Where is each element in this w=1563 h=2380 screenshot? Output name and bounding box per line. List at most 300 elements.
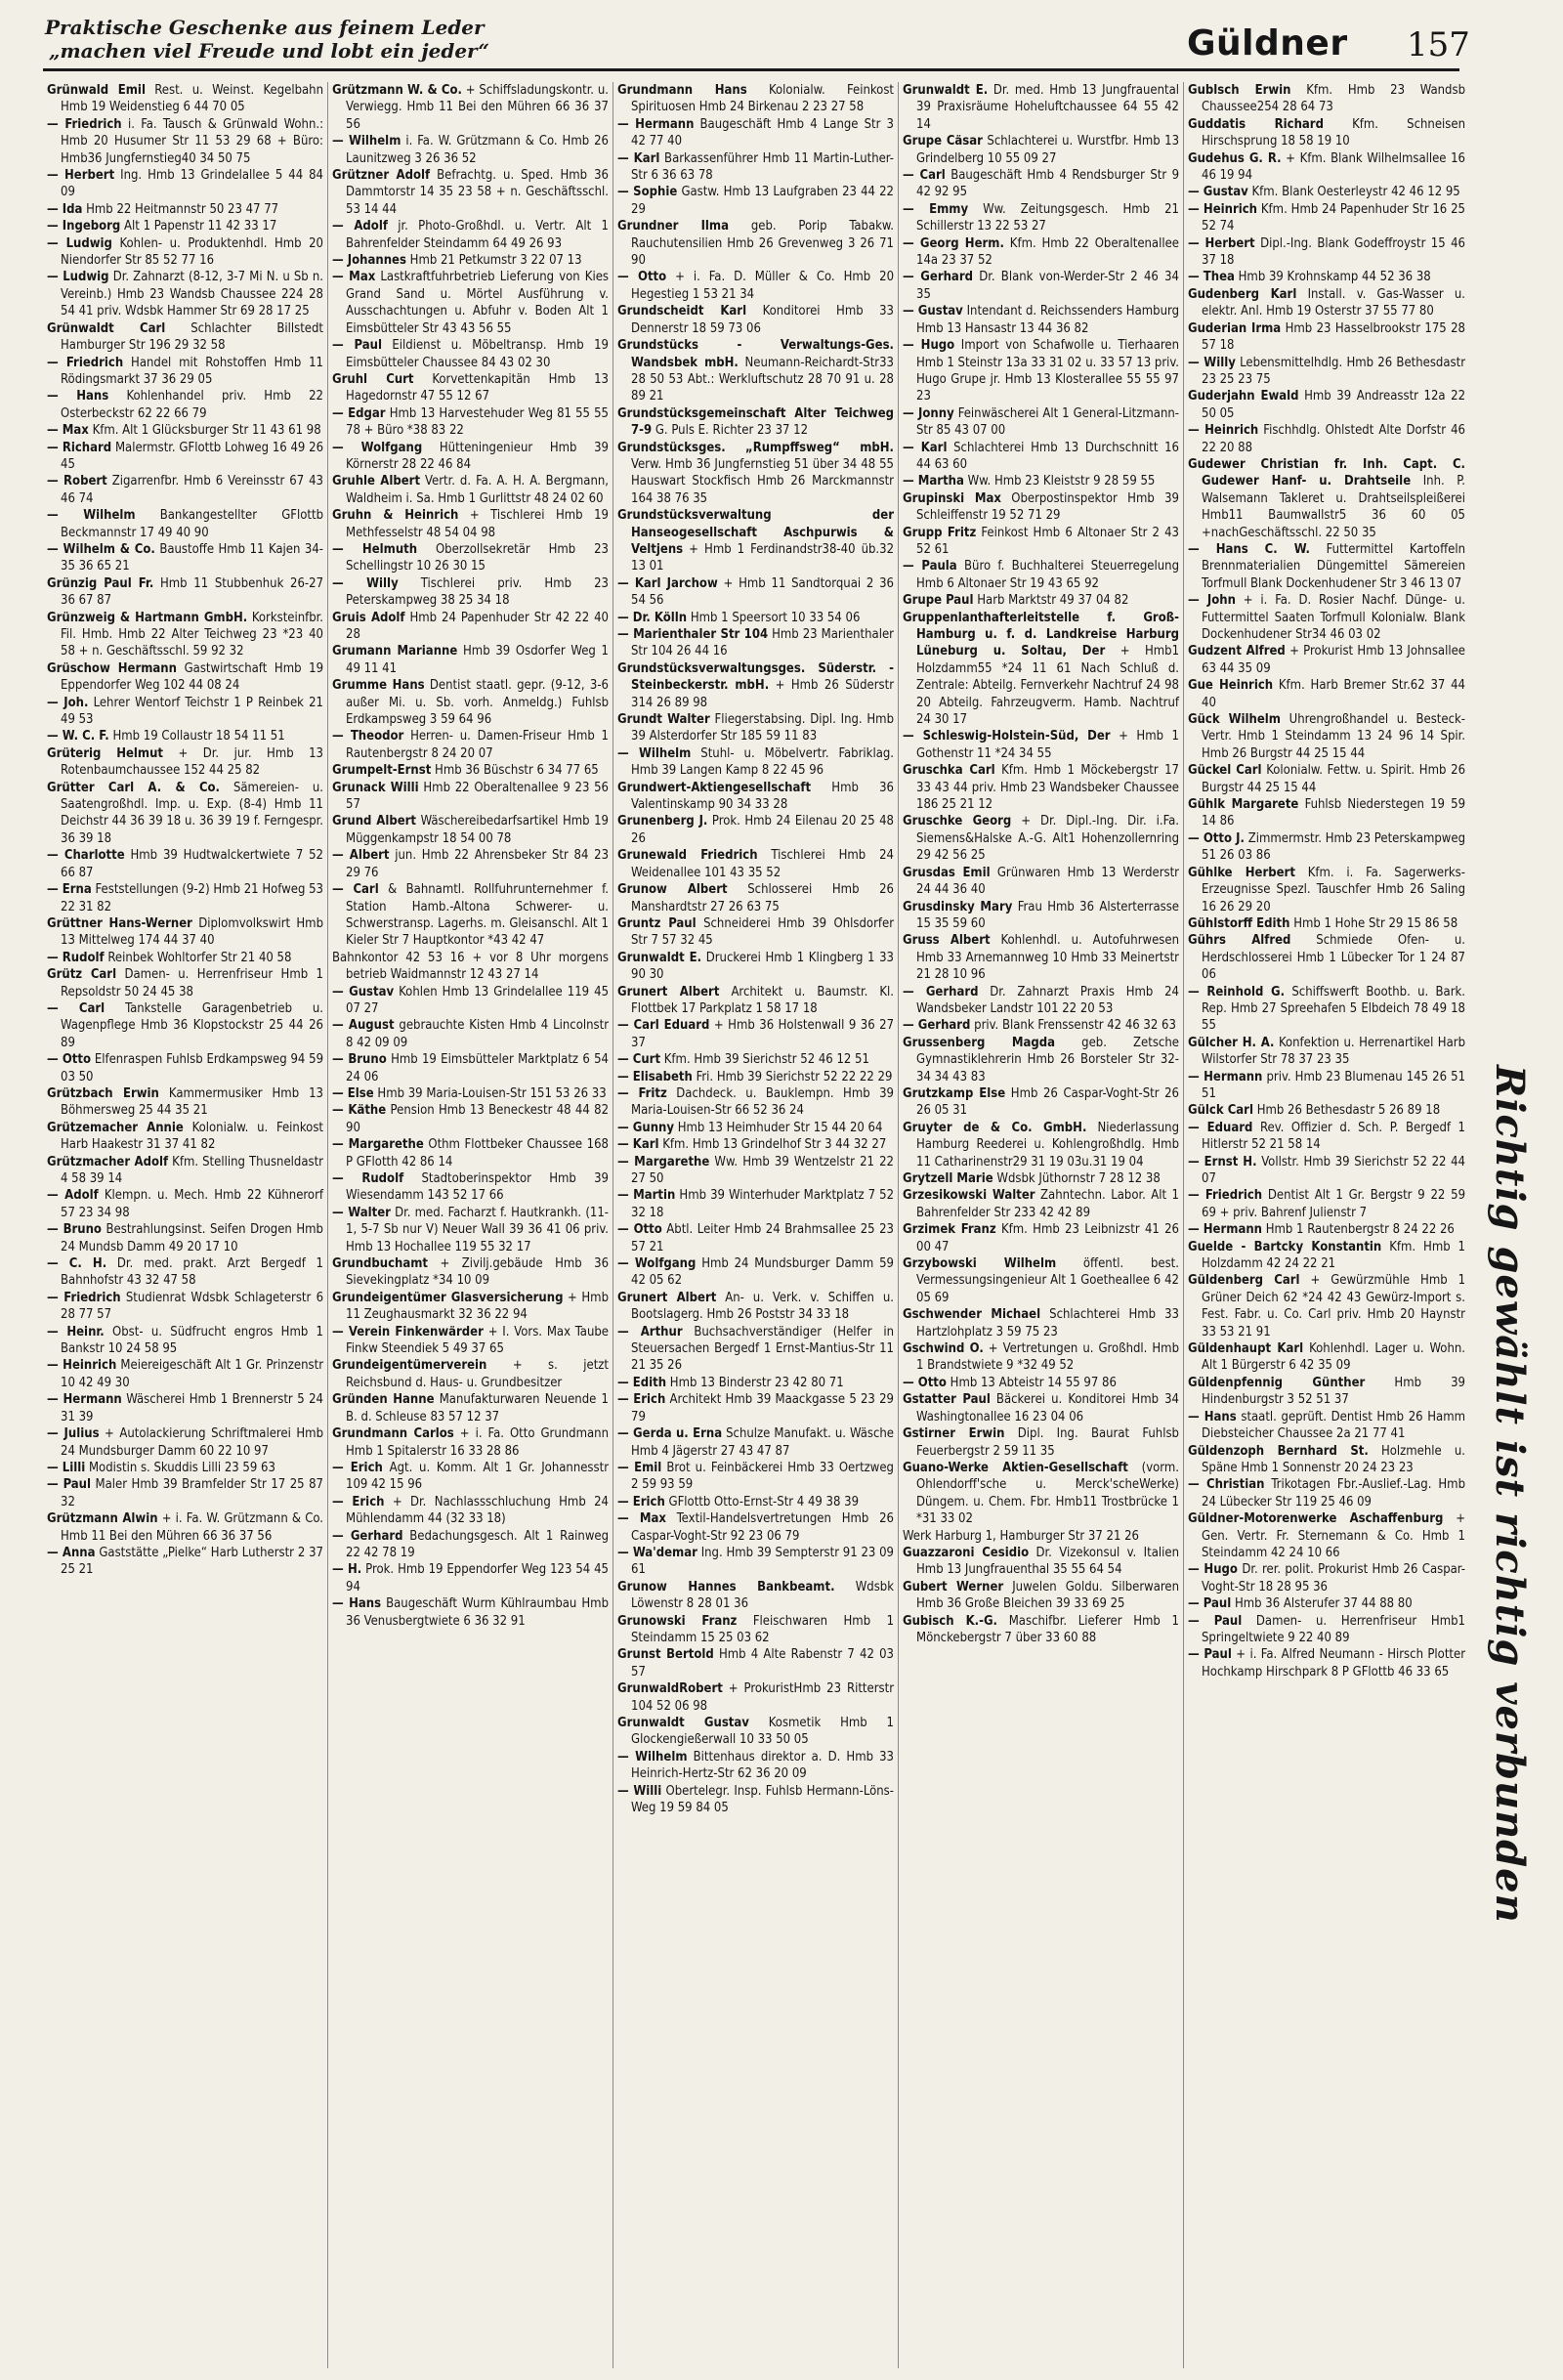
entry-details: Feinwäscherei Alt 1 General-Litzmann-Str 85 43 07 00 (916, 405, 1180, 439)
entry-details: Ww. Zeitungsgesch. Hmb 21 Schillerstr 13 22 53 27 (916, 201, 1179, 234)
directory-entry (617, 1545, 894, 1579)
directory-column-1 (43, 82, 328, 2368)
directory-entry (332, 1460, 609, 1494)
entry-name: — Gustav (1188, 185, 1248, 200)
entry-name: Grunwaldt Gustav (617, 1716, 749, 1730)
entry-details: Alt 1 Papenstr 11 42 33 17 (124, 219, 277, 234)
entry-name: Gruppenlanthafterleitstelle f. Groß-Hamburg u. f. d. Landkreise Harburg Lüneburg u. Soltau, Der (903, 610, 1179, 659)
entry-name: — Bruno (47, 1222, 102, 1238)
entry-details: + Hmb 36 Holstenwall 9 36 27 37 (631, 1018, 895, 1050)
entry-details: Hmb 4 Alte Rabenstr 7 42 03 57 (631, 1647, 894, 1679)
directory-column-2 (328, 82, 613, 2368)
entry-name: — Lilli (47, 1460, 86, 1475)
entry-name: Grutzkamp Else (903, 1085, 1006, 1101)
entry-details: Futtermittel Kartoffeln Brennmaterialien Düngemittel Sämereien Torfmull Blank Dockenhudener Str 3 46 13 07 (1202, 541, 1465, 591)
entry-name: — Elisabeth (617, 1069, 693, 1084)
entry-details: Baugeschäft Hmb 4 Lange Str 3 42 77 40 (631, 116, 894, 149)
directory-entry (47, 116, 323, 167)
entry-name: — Otto J. (1188, 830, 1245, 846)
entry-name: — Carl (332, 882, 379, 898)
entry-details: Architekt u. Baumstr. Kl. Flottbek 17 Parkplatz 1 58 17 18 (631, 984, 894, 1016)
entry-details: gebrauchte Kisten Hmb 4 Lincolnstr 8 42 09 09 (346, 1018, 609, 1050)
entry-name: Gülcher H. A. (1188, 1035, 1275, 1050)
entry-details: Schlachterei Hmb 33 Hartzlohplatz 3 59 75 23 (916, 1307, 1179, 1339)
entry-details: Ing. Hmb 39 Sempterstr 91 23 09 61 (631, 1545, 894, 1578)
entry-details: Kohlen- u. Produktenhdl. Hmb 20 Niendorfer Str 85 52 77 16 (61, 235, 323, 269)
directory-entry (1188, 1443, 1465, 1477)
entry-name: — Adolf (47, 1188, 99, 1204)
entry-details: jr. Photo-Großhdl. u. Vertr. Alt 1 Bahrenfelder Steindamm 64 49 26 93 (346, 219, 609, 251)
entry-name: — Martin (617, 1188, 676, 1204)
directory-entry (332, 728, 609, 762)
entry-details: Harb Marktstr 49 37 04 82 (977, 593, 1129, 609)
entry-details: Wäscherei Hmb 1 Brennerstr 5 24 31 39 (61, 1392, 323, 1424)
entry-name: Grützmann Alwin (47, 1511, 158, 1527)
entry-details: Kfm. Blank Oesterleystr 42 46 12 95 (1251, 185, 1460, 200)
entry-details: An- u. Verk. v. Schiffen u. Bootslagerg. Hmb 26 Poststr 34 33 18 (631, 1290, 894, 1323)
entry-details: GFlottb Otto-Ernst-Str 4 49 38 39 (668, 1494, 860, 1509)
entry-name: — Edgar (332, 405, 386, 421)
entry-name: — Wilhelm (617, 745, 692, 761)
entry-name: — Rudolf (332, 1171, 404, 1186)
entry-details: Abtl. Leiter Hmb 24 Brahmsallee 25 23 57 21 (631, 1222, 894, 1254)
entry-name: Grundner Ilma (617, 219, 730, 234)
directory-entry (617, 1375, 894, 1391)
directory-entry (332, 405, 609, 440)
entry-name: — Heinr. (47, 1324, 105, 1339)
entry-details: Grünwaren Hmb 13 Werderstr 24 44 36 40 (916, 865, 1179, 898)
entry-details: Hmb 39 Hindenburgstr 3 52 51 37 (1202, 1375, 1465, 1408)
entry-details: Hmb 39 Winterhuder Marktplatz 7 52 32 18 (631, 1188, 895, 1220)
entry-name: — Arthur (617, 1324, 683, 1339)
entry-details: Buchsachverständiger (Helfer in Steuersachen Bergedf 1 Ernst-Mantius-Str 11 21 35 26 (631, 1324, 895, 1374)
directory-entry (903, 813, 1179, 864)
directory-entry (47, 1460, 323, 1476)
entry-details: Hmb 39 Maria-Louisen-Str 151 53 26 33 (377, 1085, 607, 1101)
directory-entry (617, 1324, 894, 1375)
directory-entry (332, 82, 609, 133)
slogan-line-2: „machen viel Freude und lobt ein jeder“ (49, 39, 489, 63)
entry-details: Maler Hmb 39 Bramfelder Str 17 25 87 32 (61, 1477, 323, 1509)
entry-details: Architekt Hmb 39 Maackgasse 5 23 29 79 (631, 1392, 894, 1424)
entry-name: Grundstücksverwaltungsges. Süderstr. - Steinbeckerstr. mbH. (617, 660, 894, 694)
directory-entry (1188, 1187, 1465, 1221)
entry-details: Baustoffe Hmb 11 Kajen 34-35 36 65 21 (61, 541, 323, 574)
directory-entry (1188, 422, 1465, 456)
directory-entry (47, 1051, 323, 1085)
entry-name: — Käthe (332, 1103, 387, 1119)
directory-entry (1188, 984, 1465, 1035)
entry-name: Grunert Albert (617, 984, 720, 999)
directory-entry (47, 355, 323, 389)
directory-entry (903, 82, 1179, 133)
entry-name: Gublsch Erwin (1188, 83, 1291, 98)
entry-details: Dr. med. prakt. Arzt Bergedf 1 Bahnhofstr 43 32 47 58 (61, 1256, 323, 1289)
directory-entry (903, 1528, 1179, 1545)
running-head-word: Güldner (1187, 23, 1348, 64)
entry-name: — Thea (1188, 270, 1235, 285)
entry-name: — Heinrich (47, 1358, 117, 1374)
entry-details: Korksteinfbr. Fil. Hmb. Hmb 22 Alter Teichweg 23 *23 40 58 + n. Geschäftsschl. 59 92 32 (61, 610, 324, 659)
entry-details: Fuhlsb Niederstegen 19 59 14 86 (1202, 797, 1466, 829)
directory-entry (47, 950, 323, 966)
entry-name: Guazzaroni Cesidio (903, 1545, 1030, 1560)
entry-name: Guderjahn Ewald (1188, 389, 1299, 404)
entry-details: Neumann-Reichardt-Str33 28 50 53 Abt.: Werkluftschutz 28 70 91 u. 28 89 21 (631, 355, 894, 404)
directory-entry (47, 1357, 323, 1391)
directory-entry (1188, 592, 1465, 643)
entry-details: Dr. Blank von-Werder-Str 2 46 34 35 (916, 270, 1179, 302)
directory-entry (617, 1460, 894, 1494)
entry-details: Kosmetik Hmb 1 Glockengießerwall 10 33 50 05 (631, 1716, 894, 1748)
directory-entry (617, 1680, 894, 1715)
entry-name: Grünwald Emil (47, 83, 146, 98)
entry-details: Malermstr. GFlottb Lohweg 16 49 26 45 (61, 440, 324, 472)
entry-details: Fleischwaren Hmb 1 Steindamm 15 25 03 62 (631, 1613, 895, 1645)
entry-details: Fliegerstabsing. Dipl. Ing. Hmb 39 Alsterdorfer Str 185 59 11 83 (631, 712, 895, 744)
directory-entry (332, 1528, 609, 1562)
entry-details: Niederlassung Hamburg Reederei u. Kohlengroßhdlg. Hmb 11 Catharinenstr29 31 19 03u.31 19 04 (916, 1120, 1179, 1169)
entry-name: Gruyter de & Co. GmbH. (903, 1120, 1087, 1135)
entry-name: — Marienthaler Str 104 (617, 627, 769, 642)
entry-details: Hmb 26 Caspar-Voght-Str 26 26 05 31 (916, 1085, 1180, 1119)
directory-entry (617, 1187, 894, 1221)
directory-entry (332, 780, 609, 814)
entry-name: Gühlk Margarete (1188, 797, 1299, 813)
entry-name: Grundscheidt Karl (617, 304, 747, 319)
entry-details: Kolonialw. u. Feinkost Harb Haakestr 31 37 41 82 (61, 1120, 323, 1153)
entry-details: i. Fa. Tausch & Grünwald Wohn.: Hmb 20 Husumer Str 11 53 29 68 + Büro: Hmb36 Jungfernstieg40 34 50 75 (61, 116, 324, 166)
entry-name: — Robert (47, 474, 107, 489)
entry-details: + Vertretungen u. Großhdl. Hmb 1 Brandstwiete 9 *32 49 52 (916, 1341, 1179, 1374)
entry-name: — Edith (617, 1375, 667, 1390)
entry-name: Gückel Carl (1188, 763, 1262, 779)
entry-details: Intendant d. Reichssenders Hamburg Hmb 13 Hansastr 13 44 36 82 (916, 304, 1179, 336)
entry-details: Lehrer Wentorf Teichstr 1 P Reinbek 21 49 53 (61, 695, 323, 728)
directory-entry (47, 745, 323, 780)
entry-details: Trikotagen Fbr.-Auslief.-Lag. Hmb 24 Lübecker Str 119 25 46 09 (1202, 1477, 1466, 1509)
entry-name: — Gustav (903, 304, 963, 319)
entry-name: — Hans (332, 1596, 382, 1612)
directory-entry (47, 575, 323, 610)
entry-details: Feststellungen (9-2) Hmb 21 Hofweg 53 22 31 82 (61, 882, 323, 914)
entry-name: — Carl (903, 168, 946, 184)
entry-name: — Christian (1188, 1477, 1265, 1493)
entry-name: — Bruno (332, 1052, 387, 1068)
entry-name: — Charlotte (47, 848, 125, 864)
directory-entry (617, 1120, 894, 1136)
entry-details: Hmb 22 Oberaltenallee 9 23 56 57 (346, 780, 610, 813)
entry-name: — Paula (903, 559, 957, 574)
entry-name: — Else (332, 1085, 374, 1101)
directory-entry (903, 133, 1179, 167)
entry-details: Stadtoberinspektor Hmb 39 Wiesendamm 143 52 17 66 (346, 1171, 609, 1204)
directory-entry (617, 303, 894, 337)
directory-entry (1188, 1409, 1465, 1443)
directory-entry (903, 405, 1179, 440)
entry-details: + Prokurist Hmb 13 Johnsallee 63 44 35 09 (1202, 644, 1465, 676)
entry-details: Herren- u. Damen-Friseur Hmb 1 Rautenbergstr 8 24 20 07 (346, 729, 609, 761)
directory-entry (903, 1306, 1179, 1340)
entry-details: Oberzollsekretär Hmb 23 Schellingstr 10 26 30 15 (346, 541, 609, 574)
entry-details: Gastw. Hmb 13 Laufgraben 23 44 22 29 (631, 185, 894, 217)
directory-entry (47, 966, 323, 1000)
entry-details: Schulze Manufakt. u. Wäsche Hmb 4 Jägerstr 27 43 47 87 (631, 1426, 894, 1459)
entry-details: Hmb 23 Hasselbrookstr 175 28 57 18 (1202, 320, 1465, 354)
entry-details: Hmb 21 Petkumstr 3 22 07 13 (409, 253, 582, 269)
entry-name: Grundstücksgemeinschaft Alter Teichweg 7-9 (617, 405, 894, 439)
directory-entry (617, 711, 894, 745)
entry-name: Grunowski Franz (617, 1613, 738, 1629)
entry-name: — Eduard (1188, 1120, 1253, 1135)
entry-name: Gruntz Paul (617, 915, 697, 931)
entry-details: Schneiderei Hmb 39 Ohlsdorfer Str 7 57 32 45 (631, 915, 894, 949)
entry-details: Meiereigeschäft Alt 1 Gr. Prinzenstr 10 42 49 30 (61, 1358, 323, 1390)
entry-name: Gubert Werner (903, 1579, 1004, 1594)
entry-details: Elfenraspen Fuhlsb Erdkampsweg 94 59 03 50 (61, 1052, 324, 1084)
directory-entry (47, 728, 323, 744)
directory-entry (903, 303, 1179, 337)
entry-name: Grusdas Emil (903, 865, 991, 880)
directory-entry (617, 1051, 894, 1068)
entry-details: Bestrahlungsinst. Seifen Drogen Hmb 24 Mundsb Damm 49 20 17 10 (61, 1222, 323, 1254)
entry-details: Hmb 36 Büschstr 6 34 77 65 (435, 763, 599, 779)
directory-entry (1188, 1375, 1465, 1409)
entry-details: Fischhdlg. Ohlstedt Alte Dorfstr 46 22 20 88 (1202, 423, 1466, 455)
entry-details: Obst- u. Südfrucht engros Hmb 1 Bankstr 10 24 58 95 (61, 1324, 323, 1357)
entry-name: Grupe Paul (903, 593, 974, 609)
directory-entry (903, 337, 1179, 405)
entry-name: — Willi (617, 1783, 662, 1799)
entry-details: Juwelen Goldu. Silberwaren Hmb 36 Große Bleichen 39 33 69 25 (916, 1579, 1179, 1612)
entry-details: staatl. geprüft. Dentist Hmb 26 Hamm Diebsteicher Chaussee 2a 21 77 41 (1202, 1409, 1465, 1442)
entry-name: Grund Albert (332, 814, 417, 829)
entry-name: Grützbach Erwin (47, 1085, 159, 1101)
entry-name: — Max (47, 423, 89, 439)
entry-details: Stuhl- u. Möbelvertr. Fabriklag. Hmb 39 Langen Kamp 8 22 45 96 (631, 745, 894, 779)
entry-details: (vorm. Ohlendorff'sche u. Merck'scheWerke) Düngem. u. Chem. Fbr. Hmb11 Trostbrücke 1 *31 33 02 (916, 1460, 1179, 1527)
entry-details: Tischlerei priv. Hmb 23 Peterskampweg 38 25 34 18 (346, 575, 609, 609)
directory-entry (47, 269, 323, 319)
entry-name: Grundeigentümerverein (332, 1358, 487, 1374)
entry-name: — Friedrich (47, 116, 122, 132)
entry-name: — Friedrich (47, 1290, 121, 1305)
entry-name: Grundeigentümer Glasversicherung (332, 1290, 564, 1305)
entry-name: Gruhle Albert (332, 474, 421, 489)
directory-entry (1188, 677, 1465, 711)
entry-name: — Paul (47, 1477, 92, 1493)
directory-entry (617, 1085, 894, 1120)
directory-entry (1188, 1154, 1465, 1188)
entry-name: Gruschka Carl (903, 763, 995, 779)
entry-details: Druckerei Hmb 1 Klingberg 1 33 90 30 (631, 950, 894, 983)
entry-details: Kammermusiker Hmb 13 Böhmersweg 25 44 35 21 (61, 1085, 323, 1119)
directory-entry (617, 626, 894, 660)
entry-details: Bäckerei u. Konditorei Hmb 34 Washingtonallee 16 23 04 06 (916, 1392, 1179, 1424)
entry-name: — Gerda u. Erna (617, 1426, 723, 1442)
entry-name: Grumpelt-Ernst (332, 763, 432, 779)
entry-name: Grütz Carl (47, 967, 117, 983)
entry-name: Grünzig Paul Fr. (47, 575, 154, 591)
entry-name: Grundstücksverwaltung der Hanseogesellschaft Aschpurwis & Veltjens (617, 508, 894, 557)
entry-name: Gschwind O. (903, 1341, 984, 1357)
entry-name: — Heinrich (1188, 201, 1258, 217)
entry-details: i. Fa. W. Grützmann & Co. Hmb 26 Launitzweg 3 26 36 52 (346, 134, 610, 166)
entry-name: — Richard (47, 440, 112, 455)
directory-entry (1188, 286, 1465, 320)
entry-details: Dr. rer. polit. Prokurist Hmb 26 Caspar-Voght-Str 18 28 95 36 (1202, 1562, 1466, 1594)
directory-entry (617, 1017, 894, 1051)
directory-entry (332, 1102, 609, 1136)
directory-entry (47, 388, 323, 422)
directory-entry (332, 1017, 609, 1051)
entry-details: Bankangestellter GFlottb Beckmannstr 17 49 40 90 (61, 508, 323, 540)
directory-entry (903, 490, 1179, 525)
directory-entry (332, 762, 609, 779)
entry-details: Hmb 23 Marienthaler Str 104 26 44 16 (631, 627, 894, 659)
entry-details: + i. Fa. Alfred Neumann - Hirsch Plotter Hochkamp Hirschpark 8 P GFlottb 46 33 65 (1202, 1647, 1466, 1679)
directory-entry (617, 1715, 894, 1749)
entry-details: Hmb 36 Alsterufer 37 44 88 80 (1234, 1596, 1413, 1612)
directory-entry (332, 1170, 609, 1205)
directory-entry (47, 218, 323, 234)
entry-name: Gudenberg Karl (1188, 286, 1297, 302)
entry-name: Grundstücksges. „Rumpffsweg“ mbH. (617, 440, 894, 455)
entry-name: — August (332, 1018, 395, 1034)
entry-details: priv. Blank Frenssenstr 42 46 32 63 (974, 1018, 1176, 1034)
entry-details: Schlachter Billstedt Hamburger Str 196 29 32 58 (61, 320, 323, 354)
directory-entry (903, 1187, 1179, 1221)
entry-name: Grundt Walter (617, 712, 710, 728)
directory-entry (332, 1136, 609, 1170)
entry-name: Grupinski Max (903, 490, 1001, 506)
entry-details: Studienrat Wdsbk Schlageterstr 6 28 77 57 (61, 1290, 324, 1323)
entry-name: — Verein Finkenwärder (332, 1324, 484, 1339)
entry-details: Kolonialw. Fettw. u. Spirit. Hmb 26 Burgstr 44 25 15 44 (1202, 763, 1466, 795)
entry-details: + Gen. Vertr. Fr. Sternemann & Co. Hmb 1 Steindamm 42 24 10 66 (1202, 1511, 1465, 1560)
entry-details: Brot u. Feinbäckerei Hmb 33 Oertzweg 2 59 93 59 (631, 1460, 894, 1493)
entry-name: — Anna (47, 1545, 96, 1560)
entry-name: — Emil (617, 1460, 662, 1475)
directory-entry (332, 575, 609, 610)
directory-entry (903, 728, 1179, 762)
directory-entry (1188, 184, 1465, 200)
directory-entry (1188, 1340, 1465, 1375)
entry-name: Grunwaldt E. (903, 83, 989, 98)
directory-entry (47, 473, 323, 507)
entry-name: — Wolfgang (332, 440, 423, 455)
entry-name: Grundmann Carlos (332, 1426, 454, 1442)
directory-entry (332, 677, 609, 728)
entry-details: Hmb 22 Heitmannstr 50 23 47 77 (86, 201, 279, 217)
header-rule (43, 68, 1459, 71)
entry-details: Rev. Offizier d. Sch. P. Bergedf 1 Hitlerstr 52 21 58 14 (1202, 1120, 1466, 1153)
entry-name: Gührs Alfred (1188, 933, 1291, 949)
directory-entry (332, 1324, 609, 1358)
entry-details: Dentist Alt 1 Gr. Bergstr 9 22 59 69 + priv. Bahrenf Julienstr 7 (1202, 1188, 1466, 1220)
entry-details: öffentl. best. Vermessungsingenieur Alt 1 Goetheallee 6 42 05 69 (916, 1256, 1179, 1305)
entry-name: Güldenzoph Bernhard St. (1188, 1443, 1369, 1459)
entry-details: + Autolackierung Schriftmalerei Hmb 24 Mundsburger Damm 60 22 10 97 (61, 1426, 323, 1459)
directory-entry (1188, 1272, 1465, 1340)
entry-name: — Max (332, 270, 376, 285)
entry-details: Vollstr. Hmb 39 Sierichstr 52 22 44 07 (1202, 1154, 1465, 1186)
directory-entry (903, 899, 1179, 933)
directory-entry (1188, 1646, 1465, 1680)
directory-entry (332, 1085, 609, 1102)
entry-details: Oberpostinspektor Hmb 39 Schleiffenstr 19 52 71 29 (916, 490, 1179, 524)
directory-entry (617, 184, 894, 218)
entry-details: Schlachterei u. Wurstfbr. Hmb 13 Grindelberg 10 55 09 27 (916, 134, 1180, 166)
entry-details: Install. v. Gas-Wasser u. elektr. Anl. Hmb 19 Osterstr 37 55 77 80 (1202, 286, 1466, 319)
entry-details: Damen- u. Herrenfriseur Hmb1 Springeltwiete 9 22 40 89 (1202, 1613, 1465, 1645)
directory-column-3 (613, 82, 899, 2368)
directory-entry (1188, 269, 1465, 285)
directory-entry (47, 915, 323, 950)
directory-entry (47, 82, 323, 116)
entry-details: + i. Fa. D. Rosier Nachf. Dünge- u. Futtermittel Saaten Torfmull Kolonialw. Blank Dockenhudener Str34 46 03 02 (1202, 593, 1466, 642)
entry-details: Hmb 1 Rautenbergstr 8 24 22 26 (1265, 1222, 1455, 1238)
entry-name: Grunack Willi (332, 780, 419, 795)
directory-entry (617, 575, 894, 610)
entry-name: Güldner-Motorenwerke Aschaffenburg (1188, 1511, 1444, 1527)
entry-name: Grüschow Hermann (47, 660, 177, 676)
entry-details: Kfm. Hmb 39 Sierichstr 52 46 12 51 (663, 1052, 869, 1068)
entry-name: Grunwaldt E. (617, 950, 702, 965)
entry-details: Dr. Zahnarzt (8-12, 3-7 Mi N. u Sb n. Vereinb.) Hmb 23 Wandsb Chaussee 224 28 54 41 priv. Wdsbk Hammer Str 69 28 17 25 (61, 270, 324, 319)
entry-details: Kfm. Hmb 24 Papenhuder Str 16 25 52 74 (1202, 201, 1465, 234)
directory-entry (47, 1290, 323, 1324)
entry-name: Grunert Albert (617, 1290, 717, 1305)
entry-details: Schlachterei Hmb 13 Durchschnitt 16 44 63 60 (916, 440, 1179, 472)
entry-name: — Hans (1188, 1409, 1237, 1424)
entry-name: — Albert (332, 848, 390, 864)
directory-entry (617, 1749, 894, 1783)
side-slogan (1477, 1065, 1545, 2101)
entry-name: — Hermann (47, 1392, 122, 1408)
directory-entry (617, 1613, 894, 1647)
directory-entry (903, 1340, 1179, 1375)
directory-entry (617, 1069, 894, 1085)
entry-name: — Martha (903, 474, 964, 489)
entry-name: — Emmy (903, 201, 969, 217)
entry-name: Gruss Albert (903, 933, 991, 949)
entry-details: Maschifbr. Lieferer Hmb 1 Mönckebergstr 7 über 33 60 88 (916, 1613, 1179, 1645)
entry-name: Gründen Hanne (332, 1392, 435, 1408)
directory-entry (617, 881, 894, 915)
directory-entry (903, 1120, 1179, 1170)
directory-entry (903, 558, 1179, 592)
entry-name: Grzybowski Wilhelm (903, 1256, 1057, 1272)
entry-name: — Theodor (332, 729, 404, 744)
entry-details: Lebensmittelhdlg. Hmb 26 Bethesdastr 23 25 23 75 (1202, 355, 1466, 387)
entry-name: — Margarethe (617, 1154, 710, 1169)
entry-name: — Carl Eduard (617, 1018, 710, 1034)
directory-entry (903, 269, 1179, 303)
entry-details: Klempn. u. Mech. Hmb 22 Kühnerorf 57 23 34 98 (61, 1188, 323, 1220)
directory-column-5 (1184, 82, 1469, 2368)
entry-details: Ing. Hmb 13 Grindelallee 5 44 84 09 (61, 168, 323, 200)
entry-name: — Georg Herm. (903, 235, 1004, 251)
entry-details: Konditorei Hmb 33 Dennerstr 18 59 73 06 (631, 304, 894, 336)
directory-entry (1188, 150, 1465, 185)
entry-name: Gudewer Christian fr. Inh. Capt. C. Gudewer Hanf- u. Drahtseile (1188, 456, 1465, 489)
directory-entry (1188, 456, 1465, 541)
directory-entry (903, 865, 1179, 899)
directory-entry (332, 847, 609, 881)
entry-details: Hmb 19 Eimsbütteler Marktplatz 6 54 24 06 (346, 1052, 609, 1084)
directory-entry (1188, 1221, 1465, 1238)
